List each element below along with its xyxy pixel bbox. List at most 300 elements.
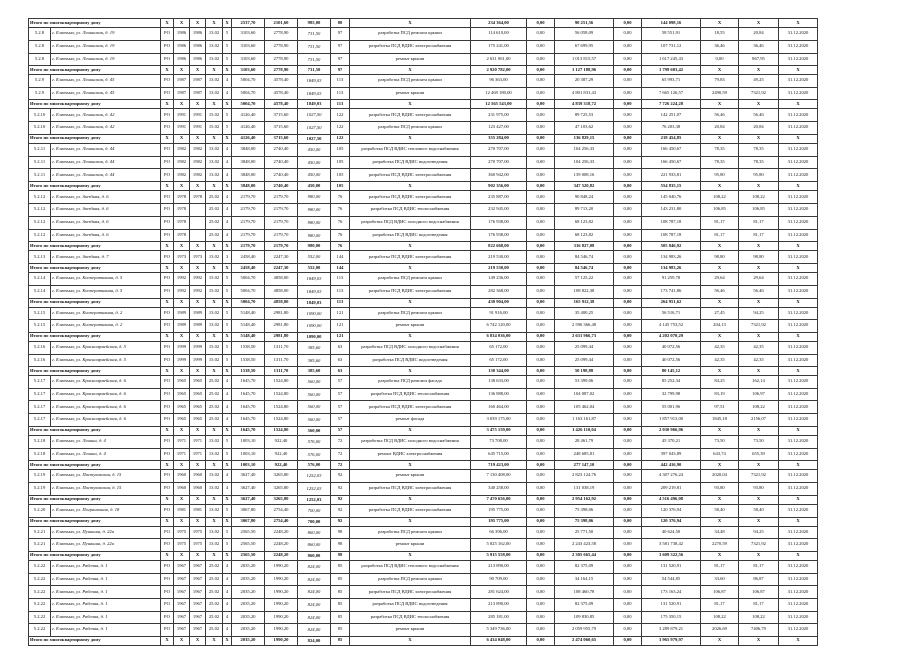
cell-local-funds: 0,00	[614, 134, 642, 143]
cell-max-unit-cost: X	[739, 134, 779, 143]
cell-material: X	[161, 495, 174, 504]
cell-year-commissioned: 1965	[190, 401, 206, 414]
cell-material: РО	[161, 341, 174, 354]
cell-year-built: X	[174, 461, 190, 470]
cell-regional-funds: 104 087,02	[555, 388, 614, 401]
cell-federal-funds: 0,00	[527, 332, 555, 341]
cell-living-area: 2248,20	[265, 551, 298, 560]
table-row	[29, 156, 818, 169]
cell-work-type: разработка ПСД ВДИС электроснабжения	[350, 169, 471, 182]
cell-nonliving-area: 1090,00	[298, 307, 331, 320]
cell-residents: 113	[331, 100, 350, 109]
cell-address: г. Елатьма, ул. Рабочая, д. 1	[51, 599, 161, 612]
cell-nonliving-area: 1849,03	[298, 285, 331, 298]
cell-owner-funds: 143 231,80	[642, 204, 701, 217]
cell-total-cost: 149 236,00	[471, 273, 527, 286]
cell-work-type: разработка ПСД ВДИС электроснабжения	[350, 504, 471, 517]
cell-regional-funds: 104 256,33	[555, 143, 614, 156]
cell-total-label: Итого по многоквартирному дому	[29, 242, 161, 251]
cell-year-commissioned: 1965	[190, 388, 206, 401]
cell-living-area: 2778,90	[265, 28, 298, 41]
cell-local-funds: 0,00	[614, 341, 642, 354]
cell-living-area: 2754,40	[265, 517, 298, 526]
cell-regional-funds: 20 387,29	[555, 75, 614, 88]
cell-deadline: 31.12.2020	[779, 470, 818, 483]
cell-residents: 57	[331, 388, 350, 401]
cell-material: РО	[161, 320, 174, 333]
cell-total-area: 3103,60	[232, 66, 265, 75]
cell-repair-date: 13.02	[206, 470, 223, 483]
cell-repair-date: X	[206, 551, 223, 560]
cell-floors: X	[223, 517, 232, 526]
cell-owner-funds: 120 376,94	[642, 504, 701, 517]
cell-total-cost: 12 469 180,00	[471, 87, 527, 100]
cell-federal-funds: 0,00	[527, 109, 555, 122]
cell-total-area: 1645,70	[232, 401, 265, 414]
cell-work-type: ремонт крыши	[350, 87, 471, 100]
cell-owner-funds: 131 520,91	[642, 560, 701, 573]
cell-federal-funds: 0,00	[527, 611, 555, 624]
cell-residents: 85	[331, 586, 350, 599]
cell-work-type: разработка ПСД ВДИС водоотведения	[350, 354, 471, 367]
cell-address: г. Елатьма, ул. Красноармейская, д. 5	[51, 341, 161, 354]
cell-living-area: 2778,90	[265, 53, 298, 66]
cell-federal-funds: 0,00	[527, 495, 555, 504]
cell-federal-funds: 0,00	[527, 28, 555, 41]
cell-total-area: 3848,00	[232, 169, 265, 182]
cell-living-area: 1990,20	[265, 636, 298, 645]
cell-deadline: 31.12.2020	[779, 320, 818, 333]
cell-max-unit-cost: X	[739, 461, 779, 470]
cell-unit-cost: 78,35	[701, 143, 739, 156]
cell-local-funds: 0,00	[614, 414, 642, 427]
cell-nonliving-area: 731,50	[298, 40, 331, 53]
cell-year-commissioned: X	[190, 495, 206, 504]
cell-material: РО	[161, 122, 174, 135]
cell-owner-funds: 107 731,12	[642, 40, 701, 53]
cell-address: г. Елатьма, ул. Пушкина, д. 22а	[51, 539, 161, 552]
cell-work-type: X	[350, 134, 471, 143]
cell-nonliving-area: 576,00	[298, 448, 331, 461]
cell-deadline: X	[779, 66, 818, 75]
cell-regional-funds: 108 460,78	[555, 586, 614, 599]
cell-year-commissioned: 1991	[190, 109, 206, 122]
cell-total-label: Итого по многоквартирному дому	[29, 66, 161, 75]
cell-year-commissioned: 1960	[190, 470, 206, 483]
cell-repair-date: X	[206, 100, 223, 109]
cell-floors: 5	[223, 539, 232, 552]
cell-local-funds: 0,00	[614, 100, 642, 109]
cell-nonliving-area: 824,00	[298, 636, 331, 645]
cell-material: РО	[161, 354, 174, 367]
cell-local-funds: 0,00	[614, 251, 642, 264]
total-row	[29, 134, 818, 143]
cell-nonliving-area: 450,00	[298, 143, 331, 156]
cell-total-label: Итого по многоквартирному дому	[29, 19, 161, 28]
cell-owner-funds: 166 450,67	[642, 143, 701, 156]
cell-total-cost: 6 834 036,00	[471, 332, 527, 341]
cell-work-type: разработка ПСД ремонта крыши	[350, 307, 471, 320]
cell-work-type: разработка ПСД ВДИС электроснабжения	[350, 586, 471, 599]
cell-federal-funds: 0,00	[527, 204, 555, 217]
cell-item-number: 5.2.16	[29, 354, 51, 367]
cell-work-type: разработка ПСД ВДИС холодного водоснабжения	[350, 435, 471, 448]
cell-item-number: 5.2.14	[29, 273, 51, 286]
cell-living-area: 1524,80	[265, 401, 298, 414]
cell-owner-funds: 1 857 913,00	[642, 414, 701, 427]
cell-item-number: 5.2.12	[29, 216, 51, 229]
cell-year-commissioned: X	[190, 134, 206, 143]
cell-unit-cost: 81,17	[701, 216, 739, 229]
cell-year-built: 1987	[174, 75, 190, 88]
cell-total-cost: 7 130 408,00	[471, 470, 527, 483]
cell-residents: 63	[331, 354, 350, 367]
cell-year-built: X	[174, 242, 190, 251]
cell-address: г. Елатьма, ул. Пушкина, д. 22а	[51, 526, 161, 539]
cell-work-type: разработка ПСД ремонта крыши	[350, 122, 471, 135]
cell-living-area: 3265,80	[265, 470, 298, 483]
cell-floors: 4	[223, 204, 232, 217]
cell-federal-funds: 0,00	[527, 517, 555, 526]
cell-floors: 5	[223, 435, 232, 448]
cell-material: X	[161, 367, 174, 376]
cell-unit-cost: 27,45	[701, 307, 739, 320]
cell-residents: 57	[331, 376, 350, 389]
cell-material: X	[161, 517, 174, 526]
cell-total-cost: 3 475 159,00	[471, 426, 527, 435]
cell-deadline: 31.12.2020	[779, 624, 818, 637]
cell-owner-funds: 134 983,26	[642, 251, 701, 264]
cell-item-number: 5.2.15	[29, 320, 51, 333]
cell-regional-funds: 108 822,38	[555, 285, 614, 298]
cell-regional-funds: 57 125,22	[555, 273, 614, 286]
cell-max-unit-cost: 58,40	[739, 504, 779, 517]
cell-address: г. Елатьма, ул. Кооперативная, д. 2	[51, 320, 161, 333]
cell-material: X	[161, 426, 174, 435]
cell-material: X	[161, 636, 174, 645]
cell-material: РО	[161, 285, 174, 298]
cell-owner-funds: 397 043,89	[642, 448, 701, 461]
cell-total-area: 2035,20	[232, 586, 265, 599]
cell-federal-funds: 0,00	[527, 586, 555, 599]
cell-total-area: 4126,40	[232, 122, 265, 135]
table-row	[29, 109, 818, 122]
cell-total-label: Итого по многоквартирному дому	[29, 517, 161, 526]
table-row	[29, 526, 818, 539]
cell-year-built: 1999	[174, 354, 190, 367]
cell-year-commissioned: 1991	[190, 122, 206, 135]
cell-unit-cost: X	[701, 426, 739, 435]
cell-local-funds: 0,00	[614, 624, 642, 637]
cell-total-label: Итого по многоквартирному дому	[29, 551, 161, 560]
cell-residents: 121	[331, 332, 350, 341]
table-row	[29, 341, 818, 354]
cell-total-cost: 7 470 656,00	[471, 495, 527, 504]
cell-regional-funds: 34 164,15	[555, 573, 614, 586]
cell-floors: 5	[223, 53, 232, 66]
cell-owner-funds: 3 965 979,97	[642, 636, 701, 645]
cell-federal-funds: 0,00	[527, 435, 555, 448]
cell-unit-cost: X	[701, 332, 739, 341]
cell-unit-cost: X	[701, 242, 739, 251]
cell-work-type: разработка ПСД ВДИС теплового водоснабжения	[350, 560, 471, 573]
cell-regional-funds: 35 400,25	[555, 307, 614, 320]
table-row	[29, 204, 818, 217]
cell-total-cost: 123 427,00	[471, 122, 527, 135]
cell-living-area: 1990,20	[265, 611, 298, 624]
cell-total-area: 2179,70	[232, 191, 265, 204]
cell-living-area: 4858,00	[265, 285, 298, 298]
cell-nonliving-area: 1090,00	[298, 320, 331, 333]
cell-year-commissioned: 1965	[190, 414, 206, 427]
cell-regional-funds: 68 123,82	[555, 216, 614, 229]
cell-federal-funds: 0,00	[527, 504, 555, 517]
cell-repair-date: X	[206, 426, 223, 435]
cell-year-commissioned: 1999	[190, 341, 206, 354]
cell-max-unit-cost: 108,22	[739, 191, 779, 204]
cell-work-type: разработка ПСД ремонта фасада	[350, 376, 471, 389]
cell-total-area: 1538,50	[232, 354, 265, 367]
cell-material: РО	[161, 586, 174, 599]
cell-year-commissioned: X	[190, 100, 206, 109]
cell-item-number: 5.2.17	[29, 401, 51, 414]
cell-item-number: 5.2.9	[29, 75, 51, 88]
cell-floors: 5	[223, 285, 232, 298]
cell-living-area: 2778,90	[265, 66, 298, 75]
cell-total-label: Итого по многоквартирному дому	[29, 134, 161, 143]
table-row	[29, 482, 818, 495]
cell-regional-funds: 1 163 161,87	[555, 414, 614, 427]
cell-total-label: Итого по многоквартирному дому	[29, 100, 161, 109]
cell-year-built: X	[174, 367, 190, 376]
cell-residents: 85	[331, 624, 350, 637]
cell-repair-date: 15.02	[206, 285, 223, 298]
cell-deadline: 31.12.2020	[779, 143, 818, 156]
cell-federal-funds: 0,00	[527, 19, 555, 28]
cell-local-funds: 0,00	[614, 204, 642, 217]
cell-regional-funds: 75 398,06	[555, 504, 614, 517]
cell-year-commissioned: 1965	[190, 376, 206, 389]
cell-repair-date: 25.02	[206, 216, 223, 229]
cell-total-cost: 270 707,00	[471, 143, 527, 156]
cell-living-area: 3715,60	[265, 134, 298, 143]
cell-year-built: 1967	[174, 586, 190, 599]
cell-total-area: 1645,70	[232, 388, 265, 401]
cell-max-unit-cost: 94,25	[739, 307, 779, 320]
cell-max-unit-cost: X	[739, 242, 779, 251]
cell-floors: 5	[223, 122, 232, 135]
cell-total-area: 2565,50	[232, 539, 265, 552]
cell-item-number: 5.2.12	[29, 229, 51, 242]
cell-year-commissioned: 1986	[190, 53, 206, 66]
cell-work-type: разработка ПСД ВДИС электроснабжения	[350, 285, 471, 298]
cell-year-built: X	[174, 517, 190, 526]
cell-living-area: 4858,00	[265, 273, 298, 286]
cell-nonliving-area: 560,00	[298, 401, 331, 414]
cell-unit-cost: 29,64	[701, 273, 739, 286]
cell-floors: X	[223, 426, 232, 435]
cell-federal-funds: 0,00	[527, 624, 555, 637]
cell-federal-funds: 0,00	[527, 367, 555, 376]
cell-unit-cost: 84,25	[701, 376, 739, 389]
cell-work-type: разработка ПСД ВДИС электроснабжения	[350, 109, 471, 122]
cell-local-funds: 0,00	[614, 109, 642, 122]
cell-year-commissioned: 1989	[190, 307, 206, 320]
cell-total-area: 3848,00	[232, 182, 265, 191]
cell-max-unit-cost: 56,46	[739, 109, 779, 122]
cell-floors: X	[223, 332, 232, 341]
cell-local-funds: 0,00	[614, 586, 642, 599]
cell-year-built: 1982	[174, 143, 190, 156]
cell-year-built: 1975	[174, 526, 190, 539]
cell-regional-funds: 2 059 955,79	[555, 624, 614, 637]
cell-repair-date: X	[206, 332, 223, 341]
cell-repair-date: X	[206, 182, 223, 191]
cell-deadline: 31.12.2020	[779, 87, 818, 100]
cell-floors: 5	[223, 307, 232, 320]
cell-material: РО	[161, 87, 174, 100]
cell-unit-cost: X	[701, 264, 739, 273]
cell-residents: 113	[331, 75, 350, 88]
cell-total-area: 2035,20	[232, 624, 265, 637]
cell-work-type: ремонт крыши	[350, 470, 471, 483]
cell-deadline: 31.12.2020	[779, 273, 818, 286]
cell-max-unit-cost: X	[739, 66, 779, 75]
cell-total-cost: 281 624,00	[471, 586, 527, 599]
cell-total-area: 5004,70	[232, 285, 265, 298]
cell-federal-funds: 0,00	[527, 470, 555, 483]
table-row	[29, 143, 818, 156]
cell-material: РО	[161, 53, 174, 66]
cell-work-type: разработка ПСД ВДИС водоотведения	[350, 156, 471, 169]
cell-total-cost: 430 904,00	[471, 298, 527, 307]
cell-total-area: 3848,00	[232, 156, 265, 169]
cell-total-area: 2565,50	[232, 526, 265, 539]
cell-federal-funds: 0,00	[527, 216, 555, 229]
cell-federal-funds: 0,00	[527, 40, 555, 53]
cell-item-number: 5.2.22	[29, 611, 51, 624]
cell-max-unit-cost: 2156,07	[739, 414, 779, 427]
cell-residents: 57	[331, 401, 350, 414]
cell-total-area: 3103,60	[232, 28, 265, 41]
cell-deadline: X	[779, 264, 818, 273]
cell-federal-funds: 0,00	[527, 388, 555, 401]
cell-material: РО	[161, 251, 174, 264]
cell-nonliving-area: 1090,00	[298, 332, 331, 341]
cell-material: X	[161, 66, 174, 75]
cell-material: X	[161, 19, 174, 28]
cell-deadline: X	[779, 367, 818, 376]
cell-max-unit-cost: X	[739, 426, 779, 435]
cell-total-cost: 2 631 061,00	[471, 53, 527, 66]
table-row	[29, 388, 818, 401]
cell-max-unit-cost: 78,35	[739, 156, 779, 169]
cell-total-cost: 66 396,00	[471, 526, 527, 539]
cell-year-commissioned: X	[190, 426, 206, 435]
cell-address: г. Елатьма, ул. Рабочая, д. 1	[51, 624, 161, 637]
cell-year-built: 1992	[174, 273, 190, 286]
cell-residents: 97	[331, 53, 350, 66]
cell-deadline: 31.12.2020	[779, 53, 818, 66]
cell-item-number: 5.2.12	[29, 191, 51, 204]
cell-living-area: 2179,70	[265, 191, 298, 204]
cell-repair-date: 25.02	[206, 229, 223, 242]
cell-item-number: 5.2.15	[29, 307, 51, 320]
cell-federal-funds: 0,00	[527, 461, 555, 470]
cell-living-area: 2778,90	[265, 40, 298, 53]
cell-max-unit-cost: X	[739, 551, 779, 560]
cell-nonliving-area: 980,00	[298, 216, 331, 229]
cell-nonliving-area: 824,00	[298, 599, 331, 612]
cell-residents: 85	[331, 560, 350, 573]
cell-owner-funds: 4 202 070,29	[642, 332, 701, 341]
cell-residents: 85	[331, 599, 350, 612]
cell-owner-funds: 45 370,21	[642, 435, 701, 448]
cell-total-area: 5148,40	[232, 320, 265, 333]
cell-item-number: 5.2.10	[29, 109, 51, 122]
cell-regional-funds: 47 103,62	[555, 122, 614, 135]
cell-living-area: 1311,70	[265, 354, 298, 367]
cell-regional-funds: 1 013 815,57	[555, 53, 614, 66]
cell-address: г. Елатьма, ул. Ленинская, д. 19	[51, 28, 161, 41]
cell-federal-funds: 0,00	[527, 307, 555, 320]
cell-deadline: X	[779, 426, 818, 435]
cell-address: г. Елатьма, ул. Красноармейская, д. 6	[51, 414, 161, 427]
cell-address: г. Елатьма, ул. Рабочая, д. 1	[51, 560, 161, 573]
cell-material: X	[161, 264, 174, 273]
cell-floors: 4	[223, 156, 232, 169]
cell-nonliving-area: 552,00	[298, 264, 331, 273]
cell-year-built: 1967	[174, 624, 190, 637]
cell-nonliving-area: 1027,50	[298, 109, 331, 122]
cell-local-funds: 0,00	[614, 517, 642, 526]
cell-material: РО	[161, 599, 174, 612]
cell-living-area: 1524,80	[265, 426, 298, 435]
cell-year-built: 1967	[174, 573, 190, 586]
cell-total-area: 3848,00	[232, 143, 265, 156]
cell-local-funds: 0,00	[614, 264, 642, 273]
cell-material: X	[161, 134, 174, 143]
cell-work-type: ремонт крыши	[350, 539, 471, 552]
cell-nonliving-area: 824,00	[298, 611, 331, 624]
cell-unit-cost: 106,85	[701, 204, 739, 217]
cell-total-area: 5004,70	[232, 75, 265, 88]
cell-regional-funds: 1 426 110,04	[555, 426, 614, 435]
cell-year-built: 1973	[174, 251, 190, 264]
cell-material: РО	[161, 191, 174, 204]
cell-floors: 4	[223, 388, 232, 401]
cell-year-commissioned: 1982	[190, 143, 206, 156]
cell-federal-funds: 0,00	[527, 156, 555, 169]
cell-year-built: 1967	[174, 611, 190, 624]
cell-living-area: 4858,00	[265, 298, 298, 307]
cell-max-unit-cost: 56,46	[739, 285, 779, 298]
cell-local-funds: 0,00	[614, 87, 642, 100]
cell-residents: 97	[331, 40, 350, 53]
cell-local-funds: 0,00	[614, 40, 642, 53]
cell-year-built: 1971	[174, 448, 190, 461]
cell-max-unit-cost: 42,35	[739, 354, 779, 367]
cell-residents: 97	[331, 66, 350, 75]
cell-item-number: 5.2.22	[29, 599, 51, 612]
cell-year-commissioned: 1973	[190, 251, 206, 264]
cell-deadline: 31.12.2020	[779, 191, 818, 204]
cell-owner-funds: 554 835,15	[642, 182, 701, 191]
cell-year-commissioned: X	[190, 367, 206, 376]
cell-year-built: X	[174, 66, 190, 75]
cell-total-area: 2565,50	[232, 551, 265, 560]
cell-living-area: 4578,40	[265, 100, 298, 109]
